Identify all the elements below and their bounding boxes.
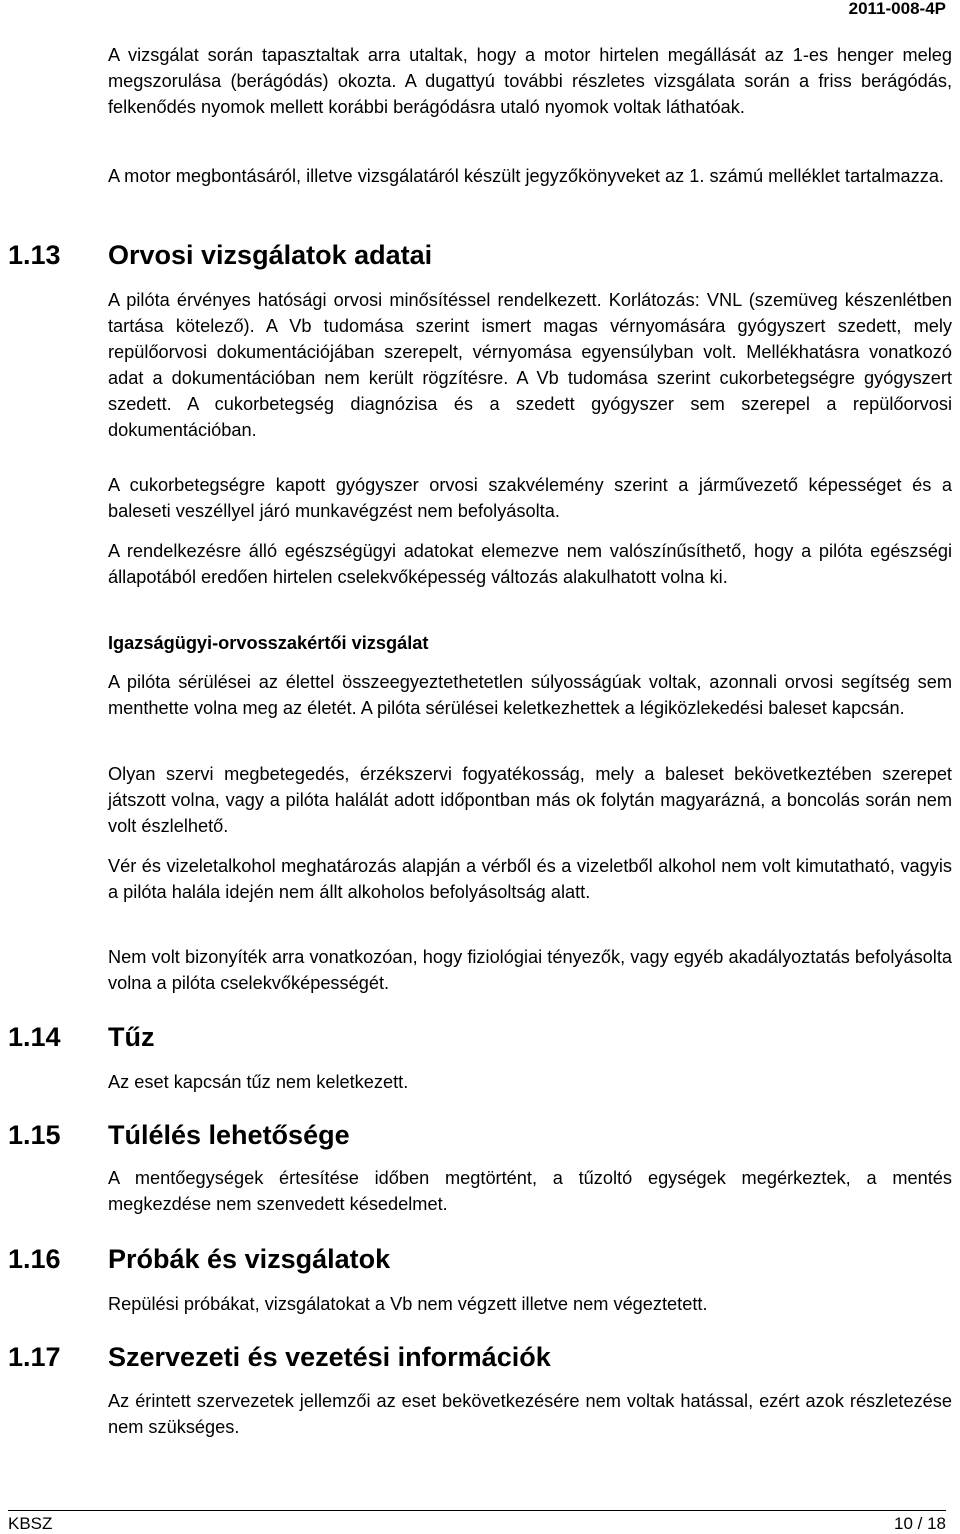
section-heading-1-14 bbox=[8, 1020, 155, 1054]
medical-paragraph-2: A cukorbetegségre kapott gyógyszer orvosi szakvélemény szerint a járművezető képességet és a baleseti veszéllyel járó munkavégzést nem befolyásolta. bbox=[108, 475, 952, 521]
fire-paragraph: Az eset kapcsán tűz nem keletkezett. bbox=[108, 1072, 409, 1092]
document-id: 2011-008-4P bbox=[848, 0, 946, 18]
section-number: 1.13 bbox=[8, 240, 61, 270]
section-heading-1-17 bbox=[8, 1340, 551, 1374]
section-title: Próbák és vizsgálatok bbox=[108, 1244, 391, 1274]
intro-paragraph-2: A motor megbontásáról, illetve vizsgálatáról készült jegyzőkönyveket az 1. számú melléklet tartalmazza. bbox=[108, 166, 944, 186]
section-number: 1.16 bbox=[8, 1244, 61, 1274]
tests-paragraph: Repülési próbákat, vizsgálatokat a Vb nem végzett illetve nem végeztetett. bbox=[108, 1294, 708, 1314]
forensic-subheading: Igazságügyi-orvosszakértői vizsgálat bbox=[108, 633, 429, 653]
medical-paragraph-1: A pilóta érvényes hatósági orvosi minősítéssel rendelkezett. Korlátozás: VNL (szemüveg készenlétben tartása kötelező). A Vb tudomása szerint ismert magas vérnyomására gyógyszert szedett, mely repülőorvosi dokumentációjában szerepelt, vérnyomása egyensúlyban volt. Mellékhatásra vonatkozó adat a dokumentációban nem került rögzítésre. A Vb tudomása szerint cukorbetegségre gyógyszert szedett. A cukorbetegség diagnózisa és a szedett gyógyszer sem szerepel a repülőorvosi dokumentációban. bbox=[108, 290, 952, 440]
section-number: 1.17 bbox=[8, 1342, 61, 1372]
section-heading-1-16 bbox=[8, 1242, 390, 1276]
medical-paragraph-3: A rendelkezésre álló egészségügyi adatokat elemezve nem valószínűsíthető, hogy a pilóta egészségi állapotából eredően hirtelen cselekvőképesség változás alakulhatott volna ki. bbox=[108, 541, 952, 587]
section-number: 1.14 bbox=[8, 1022, 61, 1052]
section-title: Tűz bbox=[108, 1022, 155, 1052]
survival-paragraph: A mentőegységek értesítése időben megtörtént, a tűzoltó egységek megérkeztek, a mentés megkezdése nem szenvedett késedelmet. bbox=[108, 1168, 952, 1214]
section-title: Túlélés lehetősége bbox=[108, 1120, 350, 1150]
section-heading-1-15 bbox=[8, 1118, 350, 1152]
forensic-paragraph-3: Vér és vizeletalkohol meghatározás alapján a vérből és a vizeletből alkohol nem volt kimutatható, vagyis a pilóta halála idején nem állt alkoholos befolyásoltság alatt. bbox=[108, 856, 952, 902]
forensic-paragraph-1: A pilóta sérülései az élettel összeegyeztethetetlen súlyosságúak voltak, azonnali orvosi segítség sem menthette volna meg az életét. A pilóta sérülései keletkezhettek a légiközlekedési baleset kapcsán. bbox=[108, 672, 952, 718]
footer-organization: KBSZ bbox=[8, 1514, 53, 1533]
intro-paragraph-1: A vizsgálat során tapasztaltak arra utaltak, hogy a motor hirtelen megállását az 1-es henger meleg megszorulása (berágódás) okozta. A dugattyú további részletes vizsgálata során a friss berágódás, felkenődés nyomok mellett korábbi berágódásra utaló nyomok voltak láthatóak. bbox=[108, 45, 952, 117]
page-number: 10 / 18 bbox=[894, 1514, 946, 1533]
forensic-paragraph-2: Olyan szervi megbetegedés, érzékszervi fogyatékosság, mely a baleset bekövetkeztében szerepet játszott volna, vagy a pilóta halálát adott időpontban más ok folytán magyarázná, a boncolás során nem volt észlelhető. bbox=[108, 764, 952, 836]
organization-paragraph: Az érintett szervezetek jellemzői az eset bekövetkezésére nem voltak hatással, ezért azok részletezése nem szükséges. bbox=[108, 1391, 952, 1437]
section-number: 1.15 bbox=[8, 1120, 61, 1150]
footer-divider bbox=[8, 1510, 946, 1511]
section-title: Szervezeti és vezetési információk bbox=[108, 1342, 551, 1372]
section-heading-1-13 bbox=[8, 238, 432, 272]
forensic-paragraph-4: Nem volt bizonyíték arra vonatkozóan, hogy fiziológiai tényezők, vagy egyéb akadályoztatás befolyásolta volna a pilóta cselekvőképességét. bbox=[108, 947, 952, 993]
section-title: Orvosi vizsgálatok adatai bbox=[108, 240, 433, 270]
